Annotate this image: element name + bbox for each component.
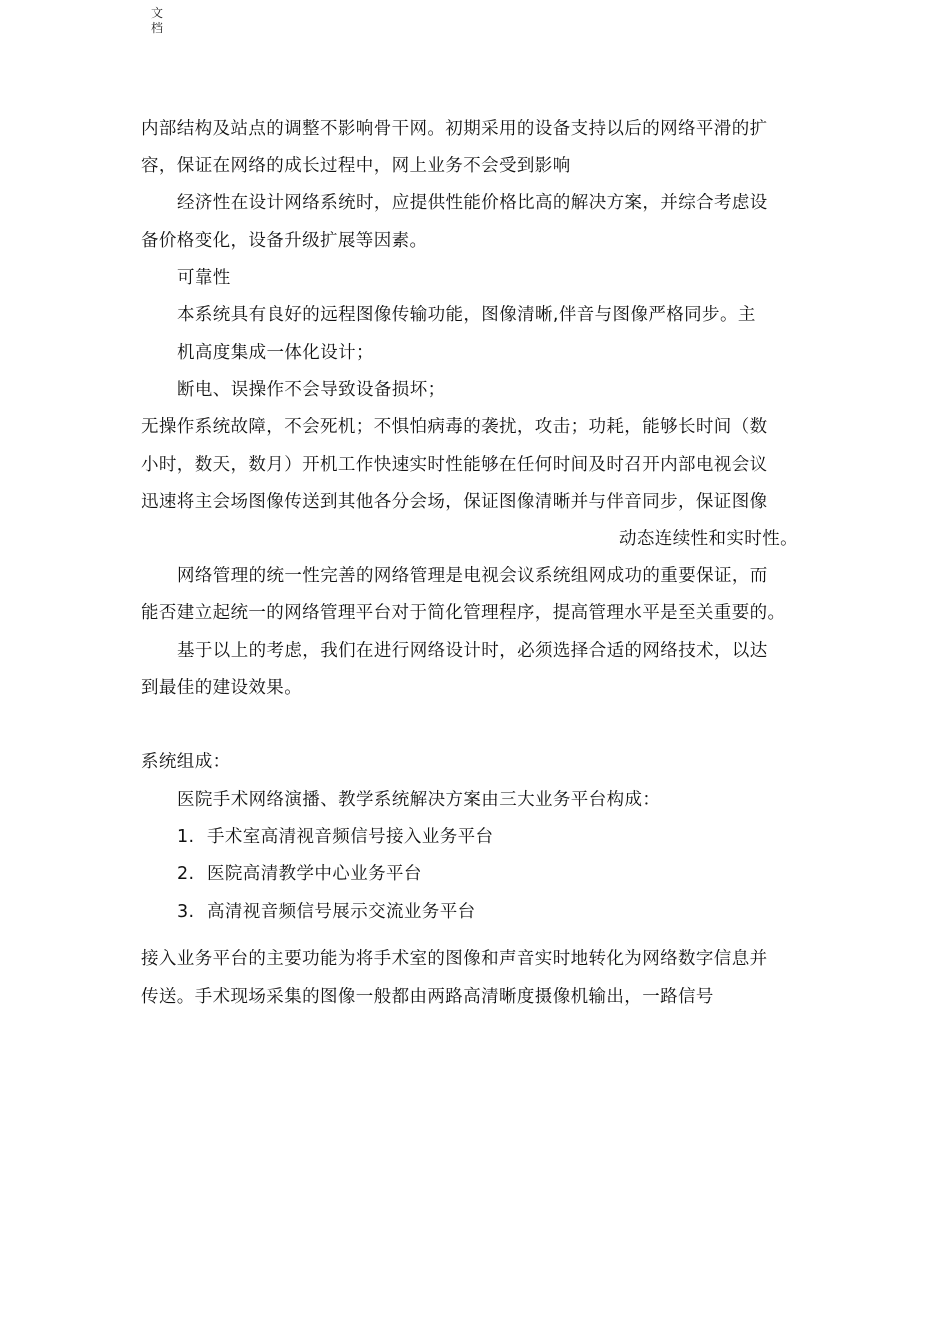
list-item-number: 2. [177,864,195,884]
body-text-line: 到最佳的建设效果。 [141,678,303,698]
body-text-line: 可靠性 [177,268,231,288]
list-item-number: 1. [177,827,195,847]
body-text-line: 经济性在设计网络系统时，应提供性能价格比高的解决方案，并综合考虑设 [177,193,768,213]
section-heading: 系统组成： [141,752,231,772]
body-text-line: 迅速将主会场图像传送到其他各分会场，保证图像清晰并与伴音同步，保证图像 [141,492,768,512]
body-text-line: 小时，数天，数月）开机工作快速实时性能够在任何时间及时召开内部电视会议 [141,455,768,475]
body-text-line: 能否建立起统一的网络管理平台对于简化管理程序，提高管理水平是至关重要的。 [141,603,786,623]
header-mark-line2: 档 [151,21,164,35]
header-mark [151,6,163,36]
body-text-line: 内部结构及站点的调整不影响骨干网。初期采用的设备支持以后的网络平滑的扩 [141,119,768,139]
list-item-number: 3. [177,902,195,922]
body-text-line: 机高度集成一体化设计； [177,343,374,363]
list-item-text: 医院高清教学中心业务平台 [207,864,422,884]
list-item [177,862,422,886]
list-item [177,900,476,924]
list-item [177,825,493,849]
list-item-text: 高清视音频信号展示交流业务平台 [207,902,476,922]
body-text-line: 备价格变化，设备升级扩展等因素。 [141,231,428,251]
body-text-line: 无操作系统故障，不会死机；不惧怕病毒的袭扰，攻击；功耗，能够长时间（数 [141,417,768,437]
body-text-line: 本系统具有良好的远程图像传输功能，图像清晰,伴音与图像严格同步。主 [177,305,756,325]
section-intro: 医院手术网络演播、教学系统解决方案由三大业务平台构成： [177,790,661,810]
body-text-line: 基于以上的考虑，我们在进行网络设计时，必须选择合适的网络技术，以达 [177,641,768,661]
body-text-line: 容，保证在网络的成长过程中，网上业务不会受到影响 [141,156,571,176]
body-text-line: 传送。手术现场采集的图像一般都由两路高清晰度摄像机输出，一路信号 [141,987,714,1007]
list-item-text: 手术室高清视音频信号接入业务平台 [207,827,494,847]
body-text-line: 动态连续性和实时性。 [619,529,798,549]
header-mark-line1: 文 [151,6,164,20]
body-text-line: 网络管理的统一性完善的网络管理是电视会议系统组网成功的重要保证，而 [177,566,768,586]
body-text-line: 接入业务平台的主要功能为将手术室的图像和声音实时地转化为网络数字信息并 [141,949,768,969]
body-text-line: 断电、误操作不会导致设备损坏； [177,380,446,400]
